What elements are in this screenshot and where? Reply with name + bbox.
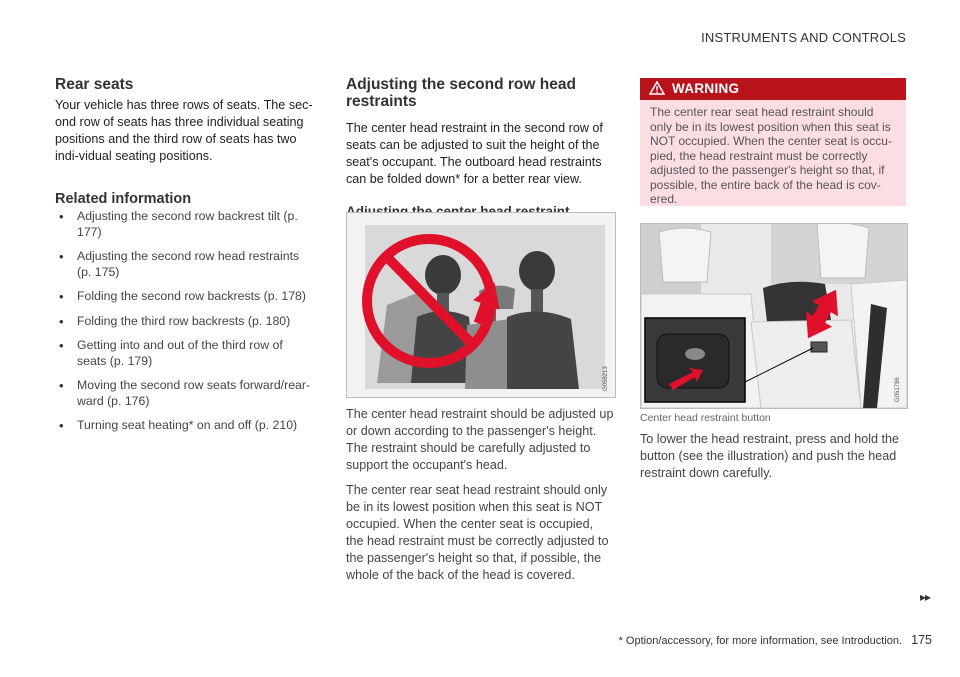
- related-link[interactable]: • Turning seat heating* on and off (p. 210): [55, 418, 315, 434]
- related-link[interactable]: • Getting into and out of the third row of seats (p. 179): [55, 338, 315, 369]
- warning-label: WARNING: [672, 81, 740, 96]
- related-link[interactable]: • Moving the second row seats forward/rear-ward (p. 176): [55, 378, 315, 409]
- head-restraint-text: [346, 406, 614, 584]
- head-restraint-illustration: [346, 212, 616, 398]
- center-restraint-paragraph-2: The center rear seat head restraint should only be in its lowest position when this seat is NOT occupied. When the center seat is occupied, the head restraint must be correctly adjusted to the passenger's height so that, if possible, the whole of the back of the head is covered.: [346, 483, 609, 582]
- center-restraint-paragraph-1: The center head restraint should be adjusted up or down according to the passenger's height. The restraint should be carefully adjusted to support the occupant's head.: [346, 407, 614, 472]
- heading-adjusting-head-restraints: Adjusting the second row head restraints: [346, 76, 576, 110]
- next-page-icon[interactable]: ▸▸: [919, 590, 930, 604]
- warning-triangle-icon: [649, 81, 665, 95]
- figure-code: G051796: [895, 377, 901, 402]
- warning-box: [640, 100, 906, 206]
- heading-rear-seats: Rear seats: [55, 76, 134, 93]
- center-button-photo: [640, 223, 908, 409]
- lower-restraint-paragraph: To lower the head restraint, press and hold the button (see the illustration) and push the head restraint down carefully.: [640, 432, 900, 480]
- page-number: 175: [911, 633, 932, 647]
- section-header: INSTRUMENTS AND CONTROLS: [701, 30, 906, 45]
- figure-code: G058213: [603, 366, 609, 391]
- figure-caption: Center head restraint button: [640, 412, 771, 424]
- related-link[interactable]: • Folding the second row backrests (p. 178): [55, 289, 315, 305]
- related-information-heading: Related information: [55, 191, 192, 207]
- warning-text: The center rear seat head restraint should only be in its lowest position when this seat is NOT occupied. When the center seat is occu-pied, the head restraint must be correctly adjusted to the passenger's height so that, if possible, the entire back of the head is cov-ered.: [650, 105, 892, 206]
- related-link[interactable]: • Adjusting the second row head restraints (p. 175): [55, 249, 315, 280]
- related-link[interactable]: • Adjusting the second row backrest tilt (p. 177): [55, 209, 315, 240]
- head-restraint-intro: The center head restraint in the second row of seats can be adjusted to suit the height of the seat's occupant. The outboard head restraints can be folded down* for a better rear view.: [346, 121, 603, 186]
- page-footer: [619, 633, 932, 647]
- column-head-restraints: [346, 76, 614, 223]
- related-link[interactable]: • Folding the third row backrests (p. 180): [55, 314, 315, 330]
- footnote: * Option/accessory, for more information, see Introduction.: [618, 635, 903, 647]
- rear-seats-paragraph: Your vehicle has three rows of seats. The sec-ond row of seats has three individual seating positions and the third row of seats has two indi-vidual seating positions.: [55, 98, 313, 163]
- column-rear-seats: [55, 76, 315, 443]
- lower-restraint-text: [640, 431, 906, 482]
- rear-seat-photo-illustration: [641, 224, 907, 408]
- related-information-list: [55, 209, 315, 434]
- warning-header: [640, 78, 906, 100]
- seat-occupants-illustration: [347, 213, 615, 397]
